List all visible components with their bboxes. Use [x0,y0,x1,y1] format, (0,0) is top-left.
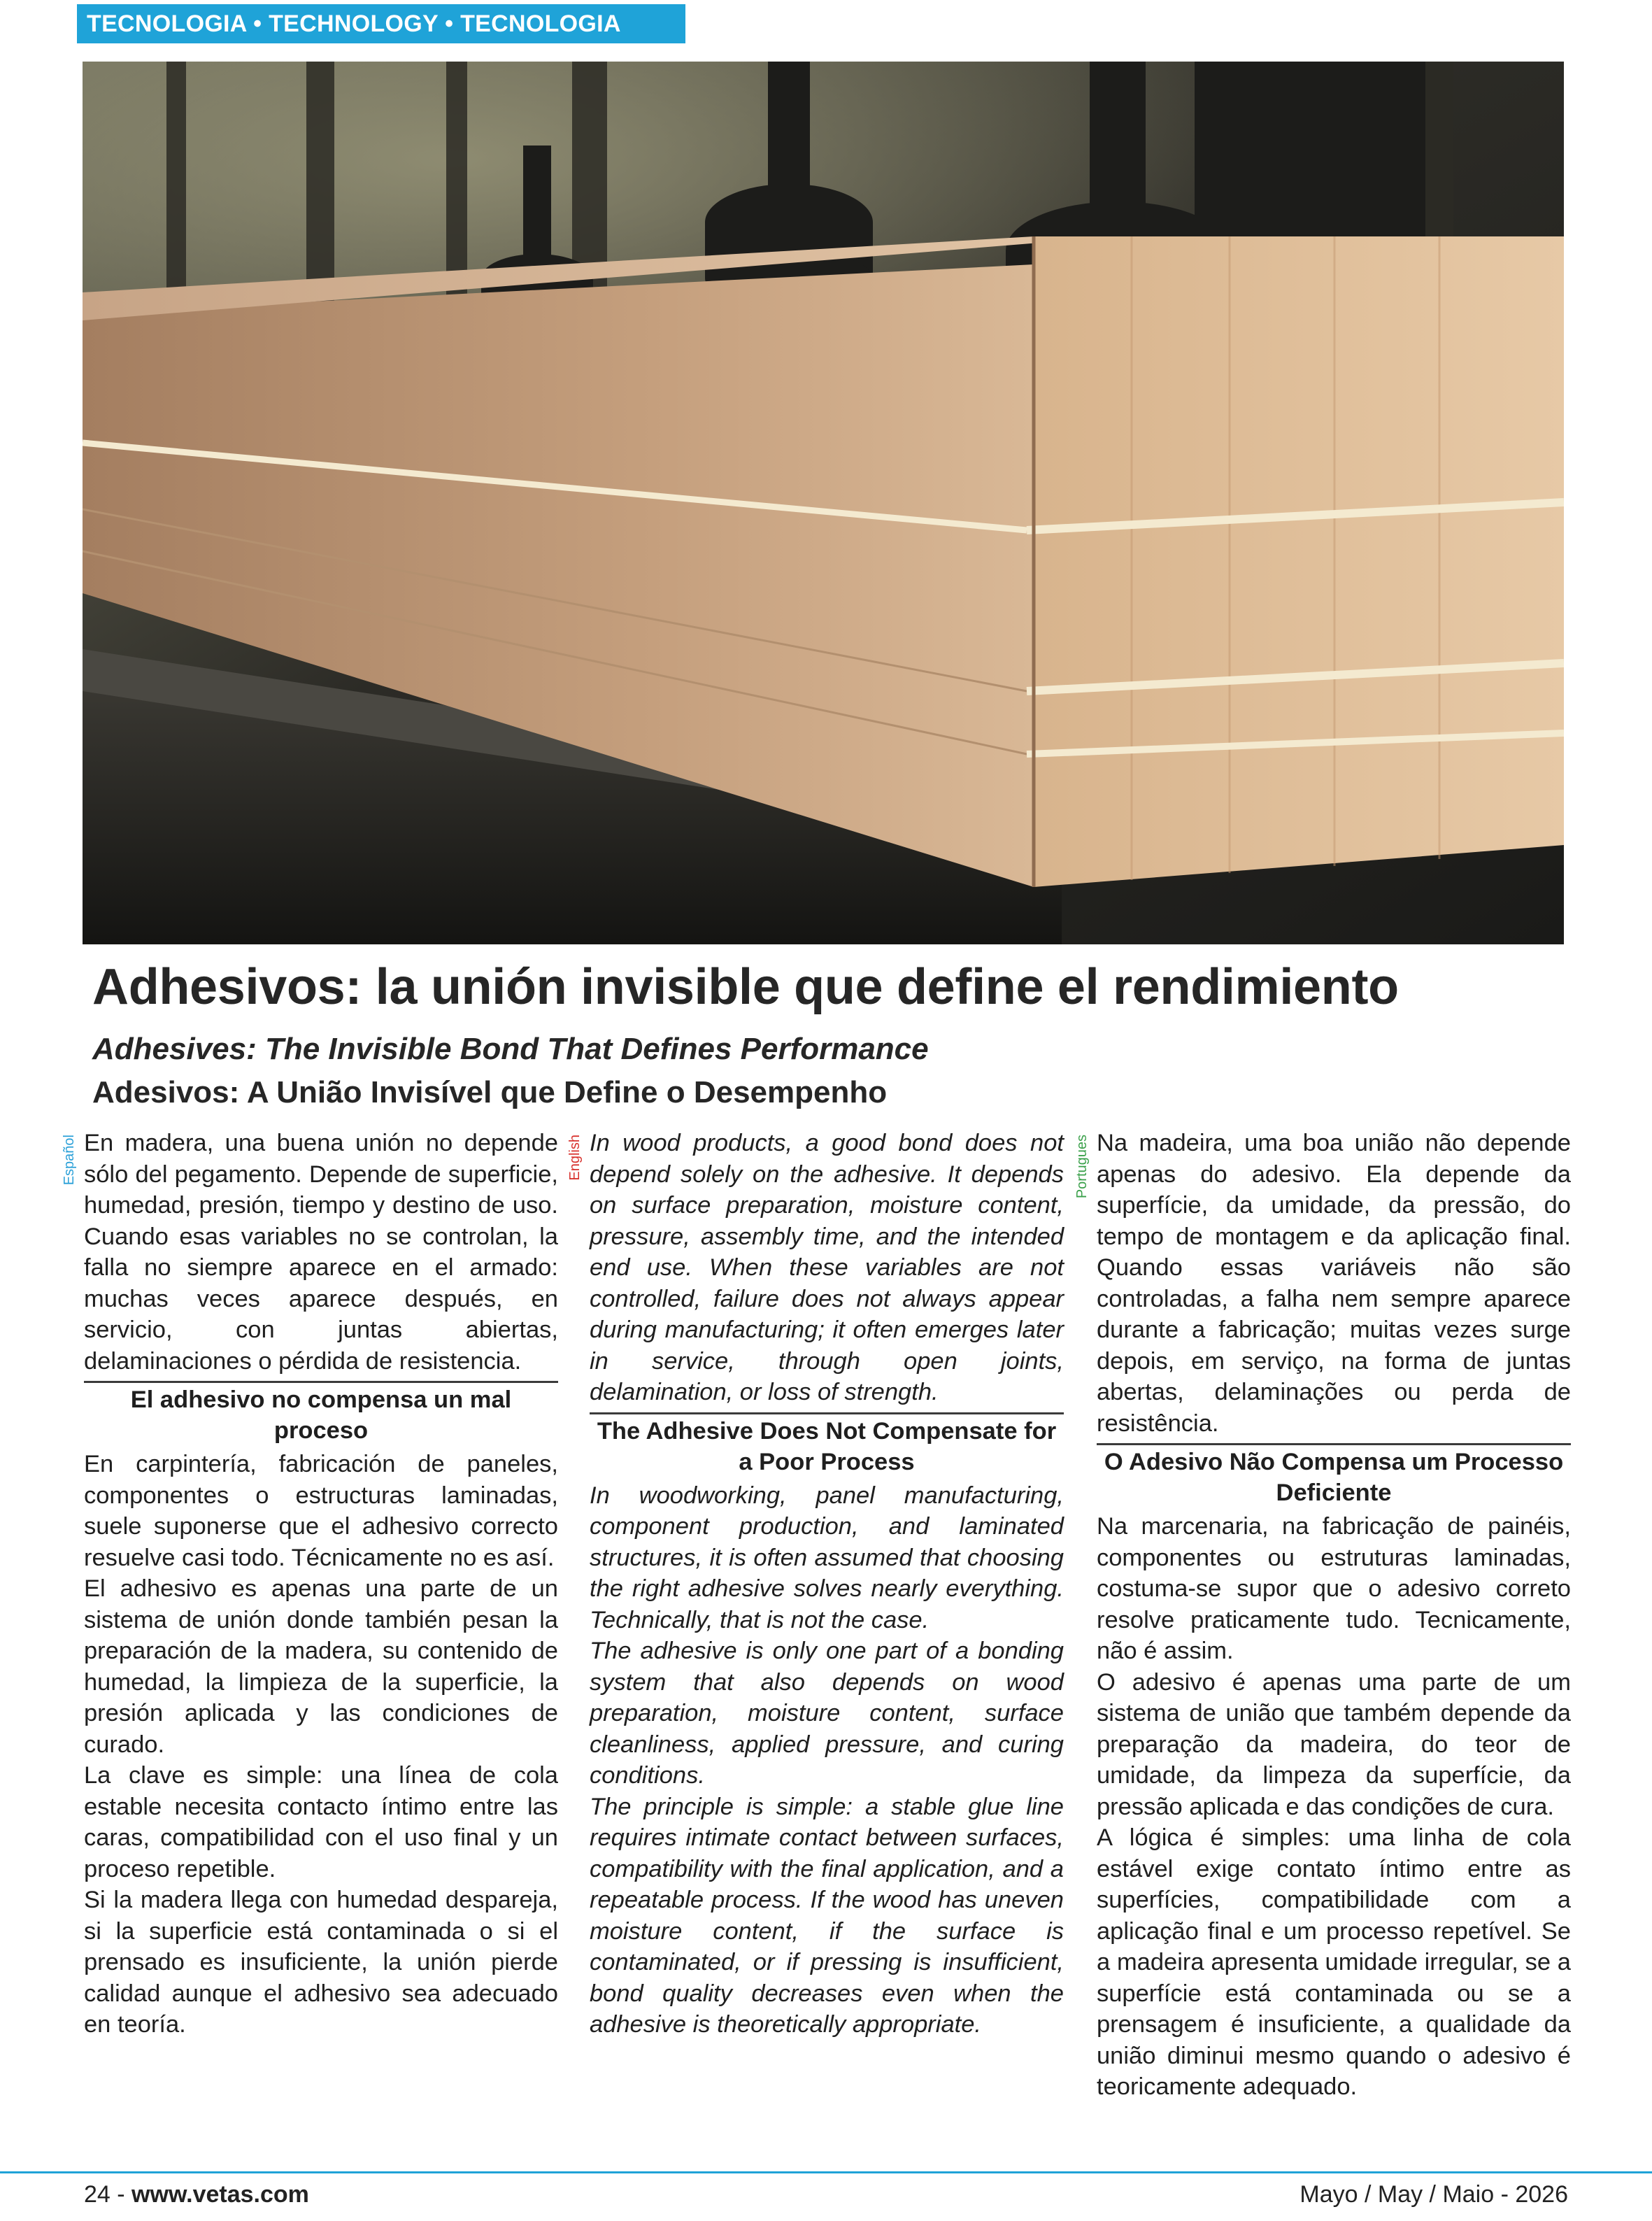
paragraph-en-3: The principle is simple: a stable glue line requires intimate contact between surfaces, compatibility with the final application, and a repeatable process. If the wood has uneven moisture content, if the surface is contaminated, or if pressing is insufficient, bond quality decreases even when the adhesive is theoretically appropriate. [590,1793,1064,2038]
paragraph-es-2: El adhesivo es apenas una parte de un sistema de unión donde también pesan la preparación de la madera, su contenido de humedad, la limpieza de la superficie, la presión aplicada y las condiciones de curado. [84,1575,558,1758]
lang-label-pt: Portugues [1074,1135,1090,1199]
lang-label-en: English [567,1135,583,1181]
paragraph-pt-2: O adesivo é apenas uma parte de um sistema de união que também depende da preparação da madeira, do teor de umidade, da limpeza da superfície, da pressão aplicada e das condições de cura. [1097,1668,1571,1820]
subheading-en: The Adhesive Does Not Compensate for a Poor Process [590,1412,1064,1477]
column-english [590,1128,1064,2041]
intro-pt: Na madeira, uma boa união não depende apenas do adesivo. Ela depende da superfície, da umidade, da pressão, do tempo de montagem e da aplicação final. Quando essas variáveis não são controladas, a falha nem sempre aparece durante a fabricação; muitas vezes surge depois, em serviço, na forma de juntas abertas, delaminações ou perda de resistência. [1097,1130,1571,1437]
laminated-wood-press-photo-icon [83,62,1564,944]
paragraph-en-1: In woodworking, panel manufacturing, component production, and laminated structures, it is often assumed that choosing the right adhesive solves nearly everything. Technically, that is not the case. [590,1482,1064,1633]
paragraph-en-2: The adhesive is only one part of a bonding system that also depends on wood preparation, moisture content, surface cleanliness, applied pressure, and curing conditions. [590,1638,1064,1789]
paragraph-es-3: La clave es simple: una línea de cola estable necesita contacto íntimo entre las caras, compatibilidad con el uso final y un proceso repetible. [84,1762,558,1882]
footer-divider [0,2171,1652,2173]
title-pt: Adesivos: A União Invisível que Define o Desempenho [92,1075,888,1109]
hero-photo [83,62,1564,944]
intro-es: En madera, una buena unión no depende sólo del pegamento. Depende de superficie, humedad, presión, tiempo y destino de uso. Cuando esas variables no se controlan, la falla no siempre aparece en el armado: muchas veces aparece después, en servicio, con juntas abiertas, delaminaciones o pérdida de resistencia. [84,1130,558,1375]
subheading-es: El adhesivo no compensa un mal proceso [84,1381,558,1446]
website-link[interactable]: www.vetas.com [131,2181,309,2208]
title-en: Adhesives: The Invisible Bond That Defines Performance [92,1032,929,1066]
paragraph-pt-3: A lógica é simples: uma linha de cola estável exige contato íntimo entre as superfícies, compatibilidade com a aplicação final e um processo repetível. Se a madeira apresenta umidade irregular, se a superfície está contaminada ou se a prensagem é insuficiente, a qualidade da união diminui mesmo quando o adesivo é teoricamente adequado. [1097,1824,1571,2100]
footer-page-info [84,2181,309,2208]
column-portuguese [1097,1128,1571,2103]
footer-date: Mayo / May / Maio - 2026 [1299,2181,1568,2208]
section-tag: TECNOLOGIA • TECHNOLOGY • TECNOLOGIA [77,4,685,43]
paragraph-es-1: En carpintería, fabricación de paneles, componentes o estructuras laminadas, suele suponerse que el adhesivo correcto resuelve casi todo. Técnicamente no es así. [84,1451,558,1571]
intro-en: In wood products, a good bond does not depend solely on the adhesive. It depends on surface preparation, moisture content, pressure, assembly time, and the intended end use. When these variables are not controlled, failure does not always appear during manufacturing; it often emerges later in service, through open joints, delamination, or loss of strength. [590,1130,1064,1405]
paragraph-es-4: Si la madera llega con humedad despareja, si la superficie está contaminada o si el prensado es insuficiente, la unión pierde calidad aunque el adhesivo sea adecuado en teoría. [84,1887,558,2038]
title-es: Adhesivos: la unión invisible que define el rendimiento [92,959,1399,1015]
subheading-pt: O Adesivo Não Compensa um Processo Deficiente [1097,1443,1571,1508]
paragraph-pt-1: Na marcenaria, na fabricação de painéis, componentes ou estruturas laminadas, costuma-se supor que o adesivo correto resolve praticamente tudo. Tecnicamente, não é assim. [1097,1513,1571,1664]
lang-label-es: Español [62,1135,77,1186]
column-spanish [84,1128,558,2041]
page-number: 24 [84,2181,111,2208]
footer-separator: - [110,2181,132,2208]
